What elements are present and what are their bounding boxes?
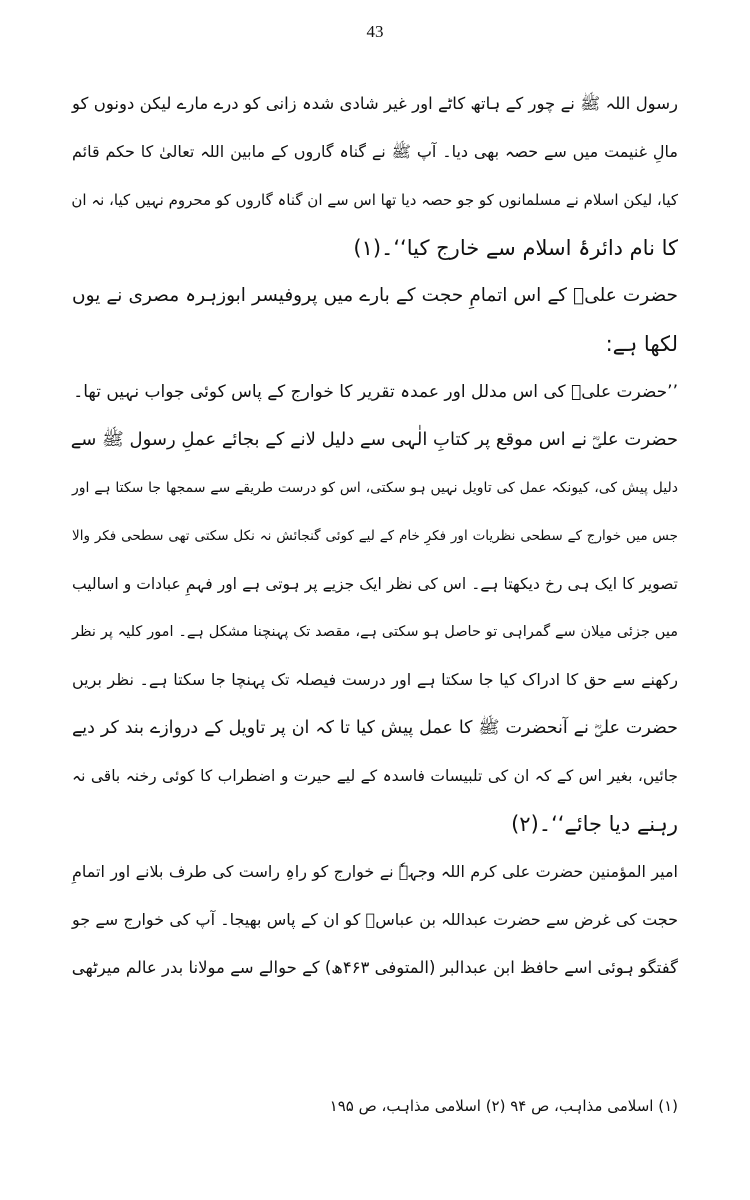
quote-line: جس میں خوارج کے سطحی نظریات اور فکرِ خام کے لیے کوئی گنجائش نہ نکل سکتی تھی سطحی فکر والا xyxy=(72,528,678,544)
text-line: گفتگو ہوئی اسے حافظ ابن عبدالبر (المتوفی ۴۶۳ھ) کے حوالے سے مولانا بدر عالم میرٹھی xyxy=(71,958,678,977)
body-text xyxy=(72,80,678,992)
page-number: 43 xyxy=(366,22,384,41)
text-line: کیا، لیکن اسلام نے مسلمانوں کو جو حصہ دیا تھا اس سے ان گناہ گاروں کو محروم نہیں کیا، نہ ان xyxy=(71,191,678,209)
text-line: حجت کی غرض سے حضرت عبداللہ بن عباسؓ کو ان کے پاس بھیجا۔ آپ کی خوارج سے جو xyxy=(72,910,678,929)
quote-line: جائیں، بغیر اس کے کہ ان کی تلبیسات فاسدہ کے لیے حیرت و اضطراب کا کوئی رخنہ باقی نہ xyxy=(72,767,678,785)
text-line: مالِ غنیمت میں سے حصہ بھی دیا۔ آپ ﷺ نے گناہ گاروں کے مابین اللہ تعالیٰ کا حکم قائم xyxy=(72,142,678,161)
quote-line: دلیل پیش کی، کیونکہ عمل کی تاویل نہیں ہو سکتی، اس کو درست طریقے سے سمجھا جا سکتا ہے اور xyxy=(72,480,678,496)
quote-line: ’’حضرت علیؓ کی اس مدلل اور عمدہ تقریر کا خوارج کے پاس کوئی جواب نہیں تھا۔ xyxy=(73,382,678,402)
text-line: کا نام دائرۂ اسلام سے خارج کیا‘‘۔(۱) xyxy=(353,236,678,260)
text-line: رسول اللہ ﷺ نے چور کے ہاتھ کاٹے اور غیر شادی شدہ زانی کو درے مارے لیکن دونوں کو xyxy=(72,94,678,113)
quote-line: حضرت علیؓ نے آنحضرت ﷺ کا عمل پیش کیا تا کہ ان پر تاویل کے دروازے بند کر دیے xyxy=(72,718,678,738)
quote-line: رکھنے سے حق کا ادراک کیا جا سکتا ہے اور درست فیصلہ تک پہنچا جا سکتا ہے۔ نظر بریں xyxy=(72,670,678,689)
text-line: امیر المؤمنین حضرت علی کرم اللہ وجہہٗ نے خوارج کو راہِ راست کی طرف بلانے اور اتمامِ xyxy=(72,862,678,881)
quote-line: حضرت علیؓ نے اس موقع پر کتابِ الٰہی سے دلیل لانے کے بجائے عملِ رسول ﷺ سے xyxy=(70,429,678,450)
quote-line: تصویر کا ایک ہی رخ دیکھتا ہے۔ اس کی نظر ایک جزیے پر ہوتی ہے اور فہمِ عبادات و اسالیب xyxy=(72,575,678,593)
text-line: لکھا ہے: xyxy=(605,332,678,356)
text-line: حضرت علیؓ کے اس اتمامِ حجت کے بارے میں پروفیسر ابوزہرہ مصری نے یوں xyxy=(72,285,678,306)
quote-line: رہنے دیا جائے‘‘۔(۲) xyxy=(511,812,678,836)
footnotes: (۱) اسلامی مذاہب، ص ۹۴ (۲) اسلامی مذاہب، ص ۱۹۵ xyxy=(329,1097,678,1115)
quote-line: میں جزئی میلان سے گمراہی تو حاصل ہو سکتی ہے، مقصد تک پہنچنا مشکل ہے۔ امور کلیہ پر نظر xyxy=(72,624,678,640)
